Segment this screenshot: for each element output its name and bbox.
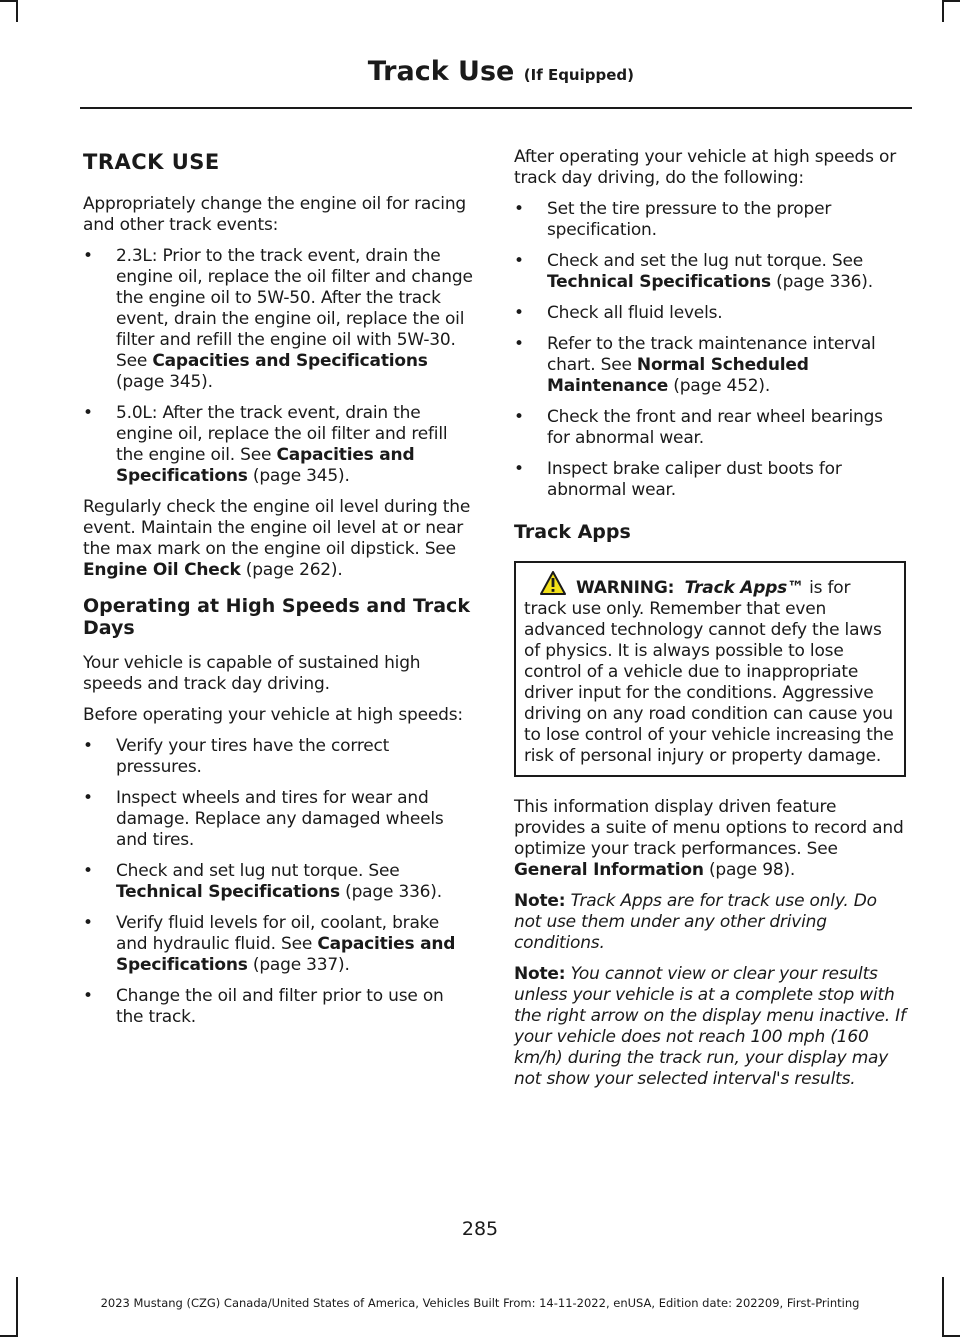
cross-reference-page: (page 345). (247, 466, 350, 486)
oil-check-text: Regularly check the engine oil level during the event. Maintain the engine oil level at or near the max mark on the engine oil dipstick. See (83, 497, 471, 559)
warning-triangle-icon (540, 571, 566, 595)
cross-reference-page: (page 337). (247, 955, 350, 975)
page-number: 285 (461, 1218, 499, 1240)
oil-check-paragraph (83, 497, 475, 581)
cross-reference-link[interactable]: Capacities and Specifications (116, 934, 456, 975)
oil-check-page: (page 262). (240, 560, 343, 580)
cross-reference-link[interactable]: Technical Specifications (547, 272, 771, 292)
crop-mark (942, 0, 944, 22)
before-paragraph: Before operating your vehicle at high speeds: (83, 705, 463, 725)
list-item (83, 246, 475, 393)
section-heading: TRACK USE (83, 150, 220, 174)
list-item (83, 913, 475, 976)
cross-reference-link[interactable]: Capacities and Specifications (116, 445, 415, 486)
note-text: You cannot view or clear your results unless your vehicle is at a complete stop with the right arrow on the display menu inactive. If your vehicle does not reach 100 mph (160 km/h) during the track run, your display may not show your selected interval's results. (514, 964, 906, 1089)
list-item-text: Check the front and rear wheel bearings for abnormal wear. (547, 407, 883, 448)
list-item-text: Inspect wheels and tires for wear and damage. Replace any damaged wheels and tires. (116, 788, 444, 850)
intro-paragraph: Appropriately change the engine oil for racing and other track events: (83, 194, 466, 235)
cross-reference-link[interactable]: Normal Scheduled Maintenance (547, 355, 809, 396)
cross-reference-link[interactable]: Capacities and Specifications (152, 351, 428, 371)
cross-reference-page: (page 336). (339, 882, 442, 902)
capable-paragraph: Your vehicle is capable of sustained high speeds and track day driving. (83, 653, 421, 694)
warning-label: WARNING: (576, 578, 675, 598)
list-item (83, 403, 475, 487)
warning-text: is for track use only. Remember that even advanced technology cannot defy the laws of physics. It is always possible to lose control of a vehicle due to inappropriate driver input for the conditions. Aggressive driving on any road condition can cause you to lose control of your vehicle increasing the risk of personal injury or property damage. (524, 578, 894, 766)
after-paragraph: After operating your vehicle at high speeds or track day driving, do the following: (514, 147, 896, 188)
list-item (514, 199, 906, 241)
crop-mark (16, 0, 18, 22)
right-column (514, 147, 906, 1100)
header-title: Track Use (367, 56, 515, 87)
list-item (83, 986, 475, 1028)
oil-change-list (83, 246, 475, 487)
oil-check-link[interactable]: Engine Oil Check (83, 560, 241, 580)
before-operating-list (83, 736, 475, 1028)
list-item (514, 303, 906, 324)
info-paragraph (514, 797, 906, 881)
info-page: (page 98). (703, 860, 796, 880)
subsection-heading: Operating at High Speeds and Track Days (83, 595, 470, 639)
list-item-text: 5.0L: After the track event, drain the engine oil, replace the oil filter and refill the engine oil. See (116, 403, 448, 465)
list-item (83, 788, 475, 851)
list-item-text: Verify your tires have the correct pressures. (116, 736, 390, 777)
info-text: This information display driven feature provides a suite of menu options to record and optimize your track performances. See (514, 797, 904, 859)
list-item-text: Set the tire pressure to the proper specification. (547, 199, 832, 240)
cross-reference-page: (page 345). (116, 372, 213, 392)
note-results (514, 964, 906, 1090)
header-title-suffix: (If Equipped) (523, 66, 634, 84)
cross-reference-link[interactable]: Technical Specifications (116, 882, 340, 902)
list-item-text: Verify fluid levels for oil, coolant, brake and hydraulic fluid. See (116, 913, 439, 954)
note-label: Note: (514, 891, 566, 911)
list-item (514, 334, 906, 397)
left-column (83, 140, 475, 1038)
after-operating-list (514, 199, 906, 501)
page-footer: 2023 Mustang (CZG) Canada/United States of America, Vehicles Built From: 14-11-2022, enUSA, Edition date: 202209, First-Printing (100, 1296, 860, 1310)
list-item-text: Check and set the lug nut torque. See (547, 251, 863, 271)
cross-reference-page: (page 336). (770, 272, 873, 292)
note-label: Note: (514, 964, 566, 984)
list-item (514, 251, 906, 293)
header-rule (80, 107, 912, 109)
track-apps-heading: Track Apps (514, 521, 631, 543)
list-item (514, 407, 906, 449)
warning-box (514, 561, 906, 777)
warning-term: Track Apps™ (684, 578, 804, 598)
list-item (83, 861, 475, 903)
list-item (83, 736, 475, 778)
list-item (514, 459, 906, 501)
note-text: Track Apps are for track use only. Do not use them under any other driving conditions. (514, 891, 877, 953)
list-item-text: Inspect brake caliper dust boots for abnormal wear. (547, 459, 842, 500)
list-item-text: 2.3L: Prior to the track event, drain the engine oil, replace the oil filter and change the engine oil to 5W-50. After the track event, drain the engine oil, replace the oil filter and refill the engine oil with 5W-30. See (116, 246, 473, 371)
cross-reference-page: (page 452). (668, 376, 771, 396)
info-link[interactable]: General Information (514, 860, 704, 880)
list-item-text: Check all fluid levels. (547, 303, 723, 323)
list-item-text: Refer to the track maintenance interval chart. See (547, 334, 876, 375)
page-header-title (368, 56, 634, 87)
crop-mark (942, 0, 960, 2)
list-item-text: Check and set lug nut torque. See (116, 861, 400, 881)
note-track-only (514, 891, 906, 954)
list-item-text: Change the oil and filter prior to use on the track. (116, 986, 444, 1027)
